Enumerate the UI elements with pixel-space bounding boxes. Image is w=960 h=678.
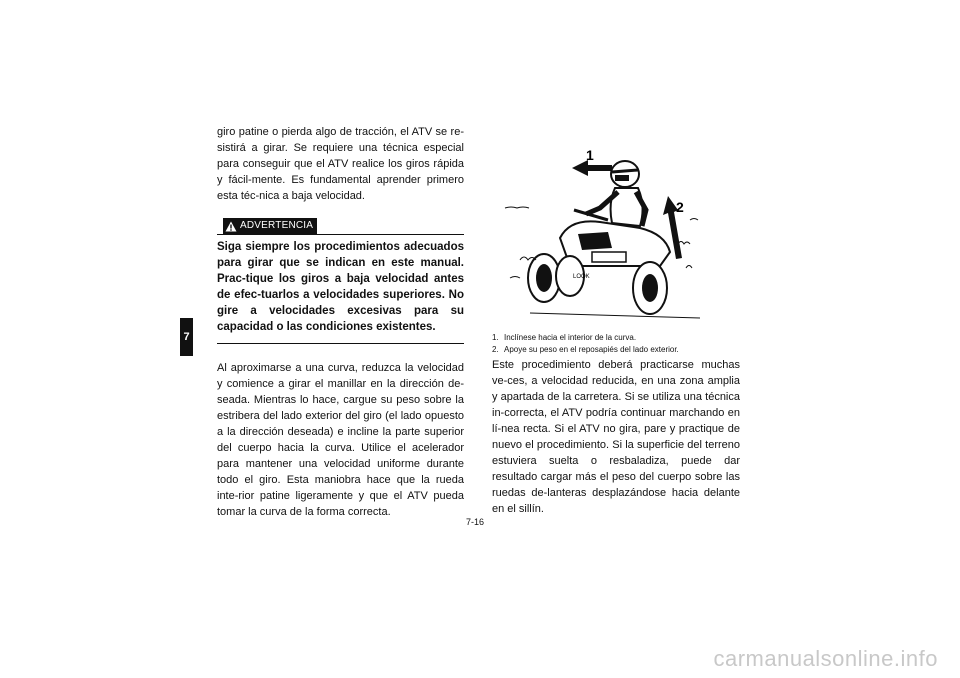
warning-label: ADVERTENCIA xyxy=(240,220,314,231)
caption-item xyxy=(492,344,742,356)
figure-captions xyxy=(492,332,742,356)
chapter-tab xyxy=(180,318,193,356)
warning-header xyxy=(217,218,464,235)
rider-helmet xyxy=(611,161,639,187)
intro-paragraph: giro patine o pierda algo de tracción, el ATV se re-sistirá a girar. Se requiere una técnica especial para conseguir que el ATV realice los giros rápida y fácil-mente. Es fundamental aprender primero esta téc-nica a baja velocidad. xyxy=(217,126,464,202)
watermark: carmanualsonline.info xyxy=(713,646,938,671)
turning-paragraph: Al aproximarse a una curva, reduzca la velocidad y comience a girar el manillar en la dirección de-seada. Mientras lo hace, cargue su peso sobre la estribera del lado exterior del giro (el lado opuesto a la dirección deseada) e incline la parte superior del cuerpo hacia la curva. Utilice el acelerador para mantener una velocidad uniforme durante todo el giro. Esta maniobra hace que la rueda inte-rior patine ligeramente y que el ATV pueda tomar la curva de la forma correcta. xyxy=(217,362,464,518)
caption-item xyxy=(492,332,742,344)
practice-paragraph: Este procedimiento deberá practicarse muchas ve-ces, a velocidad reducida, en una zona amplia y apartada de la carretera. Si se utiliza una técnica in-correcta, el ATV podría continuar marchando en lí-nea recta. Si el ATV no gira, pare y practique de nuevo el procedimiento. Si la superficie del terreno estuviera suelta o resbaladiza, puede dar resultado cargar más el peso del cuerpo sobre las ruedas de-lanteras desplazándose hacia delante en el sillín. xyxy=(492,359,740,515)
left-column xyxy=(217,124,464,520)
caption-number: 1. xyxy=(492,333,499,342)
caption-text: Apoye su peso en el reposapiés del lado exterior. xyxy=(504,345,679,354)
front-right-wheel xyxy=(633,262,667,314)
callout-number-2: 2 xyxy=(676,199,684,215)
wheel-text: LOOK xyxy=(573,274,590,280)
atv-turning-illustration xyxy=(500,148,730,328)
callout-number-1: 1 xyxy=(586,148,594,163)
caption-number: 2. xyxy=(492,345,499,354)
chapter-number: 7 xyxy=(183,331,190,343)
warning-text: Siga siempre los procedimientos adecuados para girar que se indican en este manual. Prac-tique los giros a baja velocidad antes de efec-tuarlos a velocidades superiores. No gire a velocidades excesivas para su capacidad o las condiciones existentes. xyxy=(217,241,464,333)
right-column xyxy=(492,357,740,517)
page-number: 7-16 xyxy=(466,517,485,527)
warning-triangle-icon xyxy=(225,221,237,232)
caption-text: Inclínese hacia el interior de la curva. xyxy=(504,333,637,342)
warning-badge xyxy=(223,218,317,234)
warning-divider xyxy=(217,343,464,344)
